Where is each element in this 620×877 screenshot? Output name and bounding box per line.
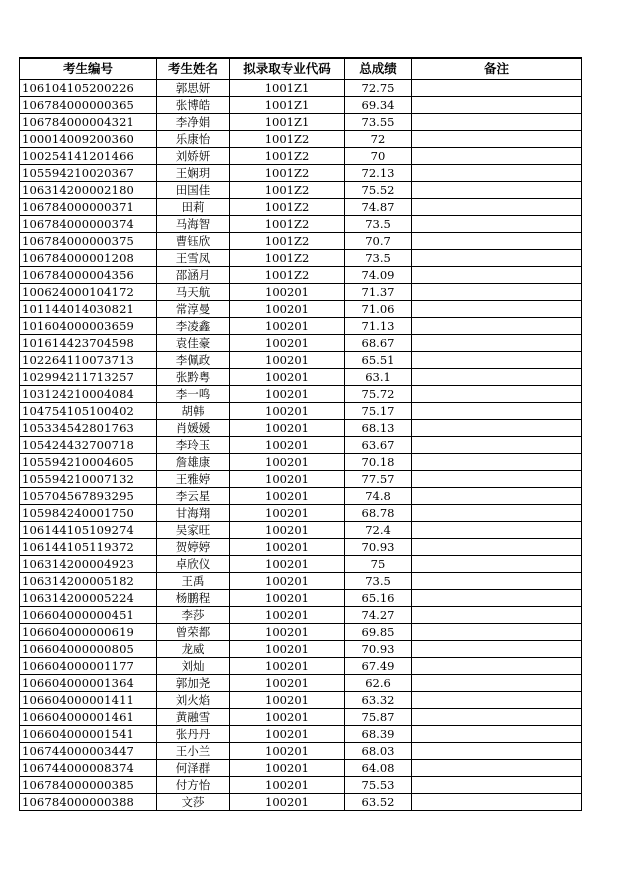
total-score-cell: 70.18 bbox=[345, 454, 412, 471]
candidate-id-cell: 104754105100402 bbox=[20, 403, 157, 420]
header-row bbox=[20, 58, 582, 80]
table-row bbox=[20, 488, 582, 505]
total-score-cell: 69.34 bbox=[345, 97, 412, 114]
remarks-cell bbox=[412, 250, 582, 267]
remarks-cell bbox=[412, 352, 582, 369]
candidate-name-cell: 邵涵月 bbox=[157, 267, 230, 284]
major-code-cell: 100201 bbox=[230, 743, 345, 760]
table-row bbox=[20, 114, 582, 131]
table-row bbox=[20, 437, 582, 454]
candidate-id-cell: 100624000104172 bbox=[20, 284, 157, 301]
candidate-name-cell: 曾荣都 bbox=[157, 624, 230, 641]
total-score-cell: 72.13 bbox=[345, 165, 412, 182]
candidate-id-cell: 106744000008374 bbox=[20, 760, 157, 777]
candidate-id-cell: 106604000000451 bbox=[20, 607, 157, 624]
total-score-cell: 75.53 bbox=[345, 777, 412, 794]
table-row bbox=[20, 386, 582, 403]
candidate-id-cell: 103124210004084 bbox=[20, 386, 157, 403]
major-code-cell: 100201 bbox=[230, 692, 345, 709]
candidate-id-cell: 106604000001541 bbox=[20, 726, 157, 743]
candidate-name-cell: 李莎 bbox=[157, 607, 230, 624]
table-row bbox=[20, 573, 582, 590]
major-code-cell: 100201 bbox=[230, 641, 345, 658]
major-code-cell: 1001Z1 bbox=[230, 114, 345, 131]
candidate-name-cell: 黄融雪 bbox=[157, 709, 230, 726]
remarks-cell bbox=[412, 284, 582, 301]
remarks-cell bbox=[412, 437, 582, 454]
major-code-cell: 100201 bbox=[230, 471, 345, 488]
candidate-id-cell: 106784000004356 bbox=[20, 267, 157, 284]
admission-table bbox=[19, 57, 582, 811]
candidate-id-cell: 106604000001411 bbox=[20, 692, 157, 709]
candidate-id-cell: 100254141201466 bbox=[20, 148, 157, 165]
candidate-id-cell: 101604000003659 bbox=[20, 318, 157, 335]
candidate-name-cell: 王娴玥 bbox=[157, 165, 230, 182]
major-code-cell: 100201 bbox=[230, 454, 345, 471]
candidate-name-cell: 张博皓 bbox=[157, 97, 230, 114]
candidate-name-cell: 马海智 bbox=[157, 216, 230, 233]
major-code-cell: 1001Z2 bbox=[230, 233, 345, 250]
total-score-cell: 73.5 bbox=[345, 216, 412, 233]
total-score-cell: 71.13 bbox=[345, 318, 412, 335]
table-row bbox=[20, 454, 582, 471]
table-row bbox=[20, 539, 582, 556]
total-score-cell: 70.7 bbox=[345, 233, 412, 250]
candidate-name-cell: 李玲玉 bbox=[157, 437, 230, 454]
table-row bbox=[20, 607, 582, 624]
table-row bbox=[20, 743, 582, 760]
total-score-cell: 63.67 bbox=[345, 437, 412, 454]
candidate-name-cell: 曹钰欣 bbox=[157, 233, 230, 250]
candidate-id-cell: 106784000000388 bbox=[20, 794, 157, 811]
candidate-name-cell: 卓欣仪 bbox=[157, 556, 230, 573]
total-score-cell: 63.1 bbox=[345, 369, 412, 386]
total-score-cell: 68.67 bbox=[345, 335, 412, 352]
candidate-id-cell: 101614423704598 bbox=[20, 335, 157, 352]
total-score-cell: 71.06 bbox=[345, 301, 412, 318]
candidate-name-cell: 张黔粤 bbox=[157, 369, 230, 386]
remarks-cell bbox=[412, 692, 582, 709]
major-code-cell: 100201 bbox=[230, 658, 345, 675]
candidate-name-cell: 肖媛媛 bbox=[157, 420, 230, 437]
total-score-cell: 70.93 bbox=[345, 539, 412, 556]
candidate-id-cell: 100014009200360 bbox=[20, 131, 157, 148]
candidate-id-cell: 105984240001750 bbox=[20, 505, 157, 522]
table-row bbox=[20, 131, 582, 148]
candidate-id-cell: 106604000001364 bbox=[20, 675, 157, 692]
candidate-name-cell: 李净娟 bbox=[157, 114, 230, 131]
candidate-name-cell: 贺婷婷 bbox=[157, 539, 230, 556]
major-code-cell: 100201 bbox=[230, 709, 345, 726]
total-score-cell: 75.17 bbox=[345, 403, 412, 420]
major-code-cell: 100201 bbox=[230, 420, 345, 437]
remarks-cell bbox=[412, 97, 582, 114]
major-code-cell: 100201 bbox=[230, 403, 345, 420]
header-major-code: 拟录取专业代码 bbox=[230, 58, 345, 80]
candidate-name-cell: 郭加尧 bbox=[157, 675, 230, 692]
candidate-name-cell: 李凌鑫 bbox=[157, 318, 230, 335]
major-code-cell: 100201 bbox=[230, 352, 345, 369]
table-row bbox=[20, 250, 582, 267]
major-code-cell: 1001Z2 bbox=[230, 148, 345, 165]
remarks-cell bbox=[412, 573, 582, 590]
table-row bbox=[20, 624, 582, 641]
total-score-cell: 62.6 bbox=[345, 675, 412, 692]
table-row bbox=[20, 284, 582, 301]
remarks-cell bbox=[412, 80, 582, 97]
table-header bbox=[20, 58, 582, 80]
major-code-cell: 100201 bbox=[230, 726, 345, 743]
remarks-cell bbox=[412, 607, 582, 624]
table-row bbox=[20, 641, 582, 658]
remarks-cell bbox=[412, 199, 582, 216]
candidate-name-cell: 龙威 bbox=[157, 641, 230, 658]
total-score-cell: 75.52 bbox=[345, 182, 412, 199]
total-score-cell: 73.55 bbox=[345, 114, 412, 131]
major-code-cell: 100201 bbox=[230, 675, 345, 692]
total-score-cell: 72.75 bbox=[345, 80, 412, 97]
major-code-cell: 100201 bbox=[230, 386, 345, 403]
table-body bbox=[20, 80, 582, 811]
candidate-id-cell: 105594210007132 bbox=[20, 471, 157, 488]
candidate-id-cell: 106314200002180 bbox=[20, 182, 157, 199]
total-score-cell: 68.13 bbox=[345, 420, 412, 437]
total-score-cell: 73.5 bbox=[345, 250, 412, 267]
total-score-cell: 72 bbox=[345, 131, 412, 148]
total-score-cell: 67.49 bbox=[345, 658, 412, 675]
remarks-cell bbox=[412, 556, 582, 573]
table-row bbox=[20, 556, 582, 573]
total-score-cell: 69.85 bbox=[345, 624, 412, 641]
candidate-name-cell: 袁佳豪 bbox=[157, 335, 230, 352]
table-row bbox=[20, 471, 582, 488]
major-code-cell: 1001Z2 bbox=[230, 267, 345, 284]
remarks-cell bbox=[412, 216, 582, 233]
candidate-id-cell: 105594210020367 bbox=[20, 165, 157, 182]
table-row bbox=[20, 369, 582, 386]
candidate-id-cell: 102264110073713 bbox=[20, 352, 157, 369]
table-row bbox=[20, 80, 582, 97]
total-score-cell: 65.16 bbox=[345, 590, 412, 607]
table-row bbox=[20, 301, 582, 318]
table-row bbox=[20, 216, 582, 233]
remarks-cell bbox=[412, 709, 582, 726]
major-code-cell: 100201 bbox=[230, 607, 345, 624]
remarks-cell bbox=[412, 301, 582, 318]
major-code-cell: 100201 bbox=[230, 488, 345, 505]
major-code-cell: 100201 bbox=[230, 505, 345, 522]
candidate-id-cell: 106604000000619 bbox=[20, 624, 157, 641]
remarks-cell bbox=[412, 471, 582, 488]
table-row bbox=[20, 165, 582, 182]
remarks-cell bbox=[412, 403, 582, 420]
major-code-cell: 100201 bbox=[230, 624, 345, 641]
table-row bbox=[20, 590, 582, 607]
total-score-cell: 64.08 bbox=[345, 760, 412, 777]
major-code-cell: 1001Z2 bbox=[230, 199, 345, 216]
candidate-id-cell: 105704567893295 bbox=[20, 488, 157, 505]
candidate-name-cell: 吴家旺 bbox=[157, 522, 230, 539]
remarks-cell bbox=[412, 488, 582, 505]
total-score-cell: 63.32 bbox=[345, 692, 412, 709]
candidate-name-cell: 李佩政 bbox=[157, 352, 230, 369]
candidate-name-cell: 刘娇妍 bbox=[157, 148, 230, 165]
total-score-cell: 68.39 bbox=[345, 726, 412, 743]
candidate-name-cell: 王禹 bbox=[157, 573, 230, 590]
table-row bbox=[20, 420, 582, 437]
total-score-cell: 75.72 bbox=[345, 386, 412, 403]
table-row bbox=[20, 658, 582, 675]
candidate-name-cell: 刘灿 bbox=[157, 658, 230, 675]
major-code-cell: 1001Z2 bbox=[230, 250, 345, 267]
candidate-id-cell: 106144105109274 bbox=[20, 522, 157, 539]
major-code-cell: 100201 bbox=[230, 777, 345, 794]
candidate-id-cell: 106314200005224 bbox=[20, 590, 157, 607]
candidate-id-cell: 106144105119372 bbox=[20, 539, 157, 556]
remarks-cell bbox=[412, 369, 582, 386]
candidate-name-cell: 文莎 bbox=[157, 794, 230, 811]
remarks-cell bbox=[412, 233, 582, 250]
major-code-cell: 100201 bbox=[230, 318, 345, 335]
table-row bbox=[20, 233, 582, 250]
remarks-cell bbox=[412, 386, 582, 403]
total-score-cell: 73.5 bbox=[345, 573, 412, 590]
table-row bbox=[20, 709, 582, 726]
total-score-cell: 74.27 bbox=[345, 607, 412, 624]
total-score-cell: 68.03 bbox=[345, 743, 412, 760]
remarks-cell bbox=[412, 318, 582, 335]
remarks-cell bbox=[412, 131, 582, 148]
table-row bbox=[20, 692, 582, 709]
candidate-name-cell: 詹雄康 bbox=[157, 454, 230, 471]
candidate-id-cell: 106784000001208 bbox=[20, 250, 157, 267]
candidate-name-cell: 王雅婷 bbox=[157, 471, 230, 488]
header-total-score: 总成绩 bbox=[345, 58, 412, 80]
candidate-name-cell: 田莉 bbox=[157, 199, 230, 216]
remarks-cell bbox=[412, 794, 582, 811]
candidate-name-cell: 王雪凤 bbox=[157, 250, 230, 267]
total-score-cell: 70.93 bbox=[345, 641, 412, 658]
remarks-cell bbox=[412, 624, 582, 641]
candidate-id-cell: 106784000004321 bbox=[20, 114, 157, 131]
candidate-name-cell: 田国佳 bbox=[157, 182, 230, 199]
candidate-name-cell: 李云星 bbox=[157, 488, 230, 505]
table-row bbox=[20, 403, 582, 420]
candidate-id-cell: 105594210004605 bbox=[20, 454, 157, 471]
major-code-cell: 100201 bbox=[230, 284, 345, 301]
major-code-cell: 100201 bbox=[230, 301, 345, 318]
total-score-cell: 77.57 bbox=[345, 471, 412, 488]
remarks-cell bbox=[412, 726, 582, 743]
remarks-cell bbox=[412, 505, 582, 522]
candidate-id-cell: 105334542801763 bbox=[20, 420, 157, 437]
remarks-cell bbox=[412, 114, 582, 131]
candidate-name-cell: 杨鹏程 bbox=[157, 590, 230, 607]
remarks-cell bbox=[412, 148, 582, 165]
major-code-cell: 100201 bbox=[230, 539, 345, 556]
remarks-cell bbox=[412, 590, 582, 607]
remarks-cell bbox=[412, 675, 582, 692]
candidate-name-cell: 王小兰 bbox=[157, 743, 230, 760]
remarks-cell bbox=[412, 267, 582, 284]
candidate-id-cell: 106784000000374 bbox=[20, 216, 157, 233]
candidate-id-cell: 106604000001177 bbox=[20, 658, 157, 675]
candidate-name-cell: 胡韩 bbox=[157, 403, 230, 420]
candidate-name-cell: 郭思妍 bbox=[157, 80, 230, 97]
candidate-id-cell: 102994211713257 bbox=[20, 369, 157, 386]
major-code-cell: 100201 bbox=[230, 556, 345, 573]
total-score-cell: 74.87 bbox=[345, 199, 412, 216]
total-score-cell: 68.78 bbox=[345, 505, 412, 522]
table-row bbox=[20, 522, 582, 539]
total-score-cell: 75 bbox=[345, 556, 412, 573]
remarks-cell bbox=[412, 760, 582, 777]
candidate-name-cell: 何泽群 bbox=[157, 760, 230, 777]
remarks-cell bbox=[412, 777, 582, 794]
remarks-cell bbox=[412, 539, 582, 556]
candidate-name-cell: 李一鸣 bbox=[157, 386, 230, 403]
total-score-cell: 74.8 bbox=[345, 488, 412, 505]
candidate-id-cell: 106784000000371 bbox=[20, 199, 157, 216]
total-score-cell: 72.4 bbox=[345, 522, 412, 539]
candidate-name-cell: 刘火焰 bbox=[157, 692, 230, 709]
candidate-id-cell: 106604000000805 bbox=[20, 641, 157, 658]
major-code-cell: 1001Z2 bbox=[230, 182, 345, 199]
table-row bbox=[20, 267, 582, 284]
total-score-cell: 70 bbox=[345, 148, 412, 165]
remarks-cell bbox=[412, 641, 582, 658]
candidate-name-cell: 常淳曼 bbox=[157, 301, 230, 318]
total-score-cell: 71.37 bbox=[345, 284, 412, 301]
table-row bbox=[20, 760, 582, 777]
candidate-id-cell: 106744000003447 bbox=[20, 743, 157, 760]
candidate-id-cell: 106314200005182 bbox=[20, 573, 157, 590]
major-code-cell: 100201 bbox=[230, 760, 345, 777]
major-code-cell: 100201 bbox=[230, 437, 345, 454]
candidate-id-cell: 101144014030821 bbox=[20, 301, 157, 318]
major-code-cell: 1001Z1 bbox=[230, 97, 345, 114]
major-code-cell: 100201 bbox=[230, 590, 345, 607]
candidate-id-cell: 106784000000385 bbox=[20, 777, 157, 794]
major-code-cell: 100201 bbox=[230, 522, 345, 539]
major-code-cell: 1001Z2 bbox=[230, 131, 345, 148]
table-row bbox=[20, 318, 582, 335]
candidate-name-cell: 付方怡 bbox=[157, 777, 230, 794]
remarks-cell bbox=[412, 420, 582, 437]
candidate-id-cell: 106314200004923 bbox=[20, 556, 157, 573]
candidate-name-cell: 张丹丹 bbox=[157, 726, 230, 743]
total-score-cell: 75.87 bbox=[345, 709, 412, 726]
total-score-cell: 65.51 bbox=[345, 352, 412, 369]
remarks-cell bbox=[412, 335, 582, 352]
remarks-cell bbox=[412, 522, 582, 539]
total-score-cell: 63.52 bbox=[345, 794, 412, 811]
table-row bbox=[20, 675, 582, 692]
major-code-cell: 100201 bbox=[230, 794, 345, 811]
table-row bbox=[20, 505, 582, 522]
candidate-id-cell: 106604000001461 bbox=[20, 709, 157, 726]
header-remarks: 备注 bbox=[412, 58, 582, 80]
major-code-cell: 1001Z2 bbox=[230, 216, 345, 233]
table-row bbox=[20, 726, 582, 743]
table-row bbox=[20, 182, 582, 199]
header-candidate-name: 考生姓名 bbox=[157, 58, 230, 80]
major-code-cell: 1001Z1 bbox=[230, 80, 345, 97]
table-row bbox=[20, 777, 582, 794]
table-row bbox=[20, 794, 582, 811]
table-row bbox=[20, 335, 582, 352]
candidate-name-cell: 乐康怡 bbox=[157, 131, 230, 148]
total-score-cell: 74.09 bbox=[345, 267, 412, 284]
candidate-id-cell: 106784000000375 bbox=[20, 233, 157, 250]
table-row bbox=[20, 97, 582, 114]
major-code-cell: 100201 bbox=[230, 573, 345, 590]
major-code-cell: 100201 bbox=[230, 369, 345, 386]
candidate-name-cell: 马天航 bbox=[157, 284, 230, 301]
remarks-cell bbox=[412, 743, 582, 760]
major-code-cell: 1001Z2 bbox=[230, 165, 345, 182]
major-code-cell: 100201 bbox=[230, 335, 345, 352]
candidate-id-cell: 105424432700718 bbox=[20, 437, 157, 454]
candidate-id-cell: 106104105200226 bbox=[20, 80, 157, 97]
header-candidate-id: 考生编号 bbox=[20, 58, 157, 80]
table-row bbox=[20, 352, 582, 369]
remarks-cell bbox=[412, 165, 582, 182]
remarks-cell bbox=[412, 182, 582, 199]
remarks-cell bbox=[412, 658, 582, 675]
candidate-name-cell: 甘海翔 bbox=[157, 505, 230, 522]
candidate-id-cell: 106784000000365 bbox=[20, 97, 157, 114]
table-row bbox=[20, 148, 582, 165]
remarks-cell bbox=[412, 454, 582, 471]
table-row bbox=[20, 199, 582, 216]
